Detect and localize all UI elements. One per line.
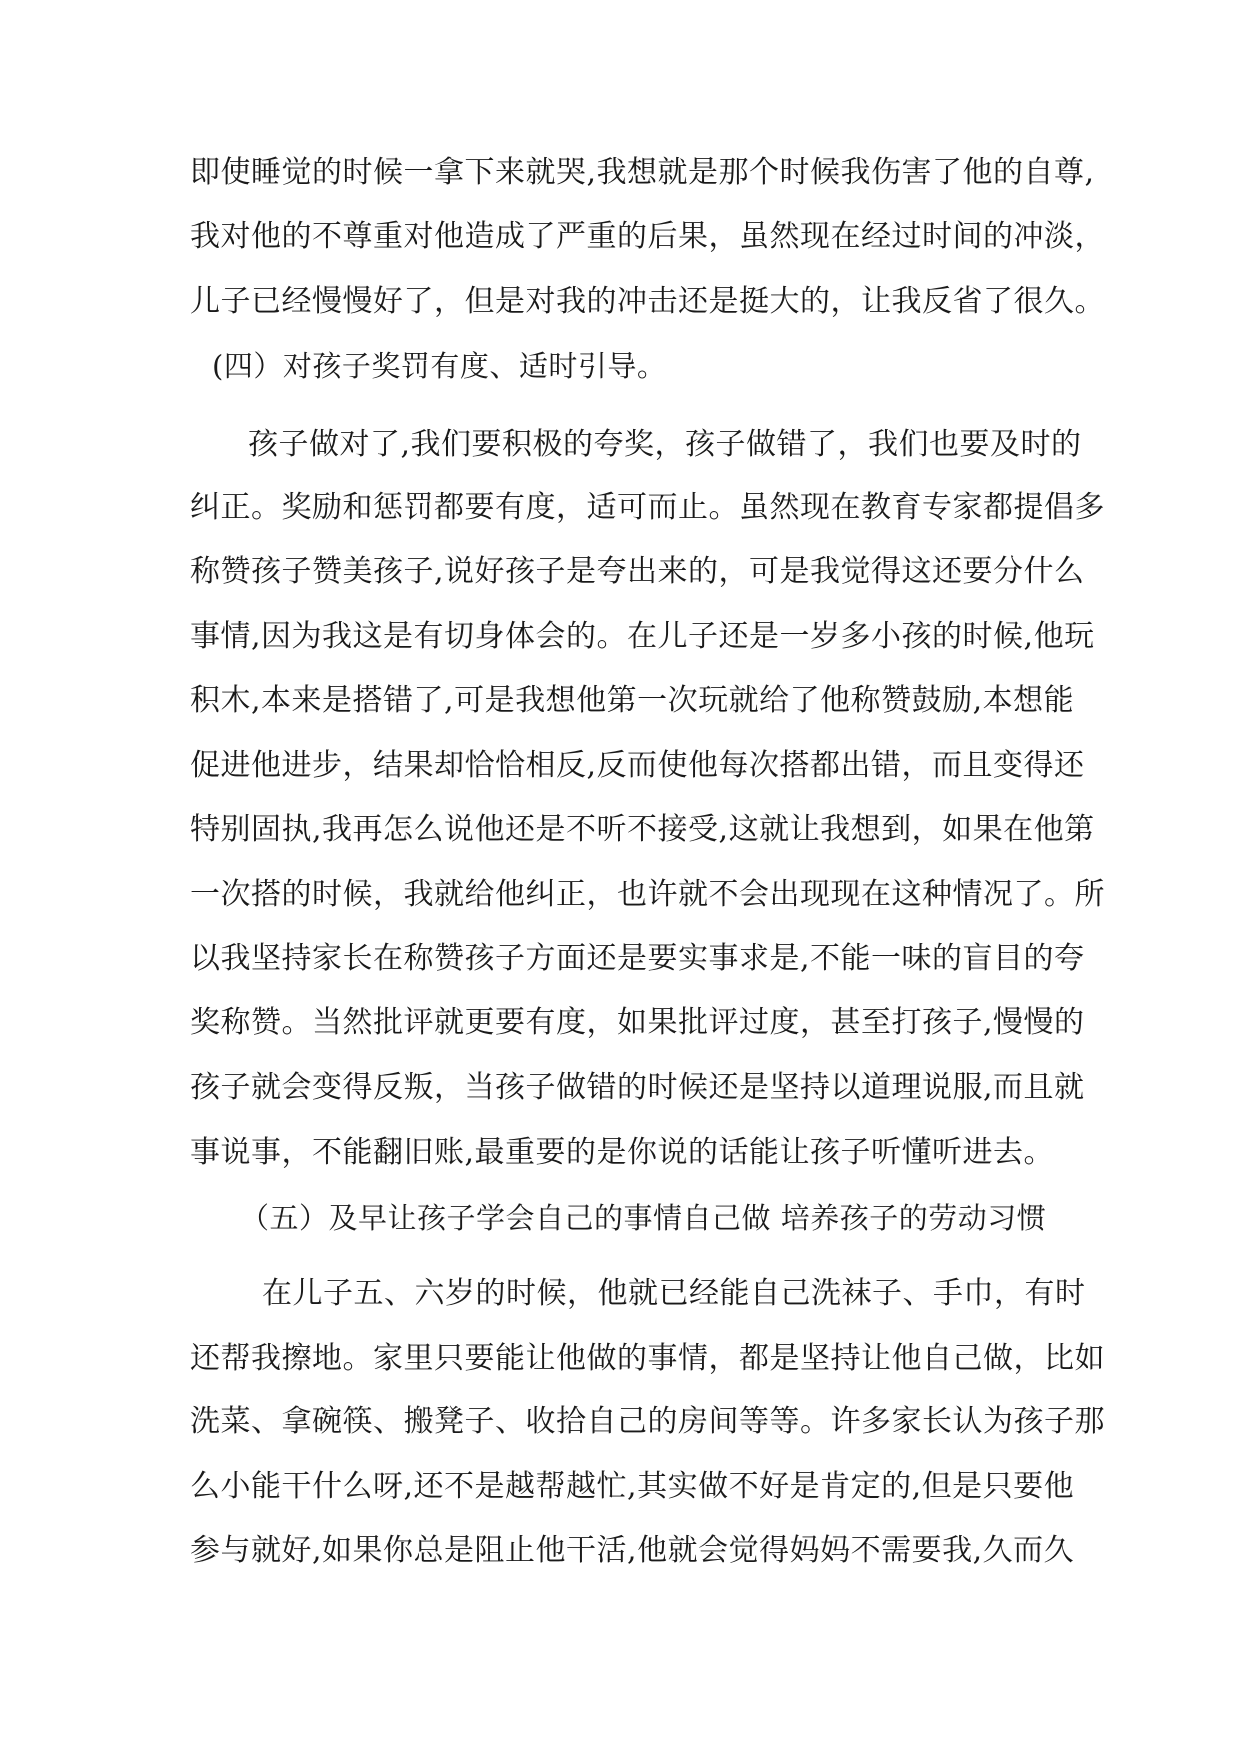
text-line: 特别固执,我再怎么说他还是不听不接受,这就让我想到，如果在他第 xyxy=(190,812,1095,847)
text-line: 促进他进步，结果却恰恰相反,反而使他每次搭都出错，而且变得还 xyxy=(190,748,1085,783)
text-line: 纠正。奖励和惩罚都要有度，适可而止。虽然现在教育专家都提倡多 xyxy=(190,490,1105,525)
text-line: 奖称赞。当然批评就更要有度，如果批评过度，甚至打孩子,慢慢的 xyxy=(190,1005,1085,1040)
section-heading: (四）对孩子奖罚有度、适时引导。 xyxy=(212,349,667,383)
text-line: 么小能干什么呀,还不是越帮越忙,其实做不好是肯定的,但是只要他 xyxy=(190,1469,1075,1504)
text-line: 一次搭的时候，我就给他纠正，也许就不会出现现在这种情况了。所 xyxy=(190,877,1105,912)
text-line: 以我坚持家长在称赞孩子方面还是要实事求是,不能一味的盲目的夸 xyxy=(190,941,1085,976)
text-line: 孩子做对了,我们要积极的夸奖，孩子做错了，我们也要及时的 xyxy=(248,427,1082,462)
text-line: 事说事，不能翻旧账,最重要的是你说的话能让孩子听懂听进去。 xyxy=(190,1135,1055,1170)
text-line: 在儿子五、六岁的时候，他就已经能自己洗袜子、手巾，有时 xyxy=(262,1276,1086,1311)
text-line: 儿子已经慢慢好了，但是对我的冲击还是挺大的，让我反省了很久。 xyxy=(190,284,1105,319)
section-heading: （五）及早让孩子学会自己的事情自己做 培养孩子的劳动习惯 xyxy=(240,1201,1047,1235)
text-line: 事情,因为我这是有切身体会的。在儿子还是一岁多小孩的时候,他玩 xyxy=(190,619,1095,654)
text-line: 洗菜、拿碗筷、搬凳子、收拾自己的房间等等。许多家长认为孩子那 xyxy=(190,1404,1105,1439)
text-line: 我对他的不尊重对他造成了严重的后果，虽然现在经过时间的冲淡， xyxy=(190,219,1105,254)
text-line: 即使睡觉的时候一拿下来就哭,我想就是那个时候我伤害了他的自尊, xyxy=(190,155,1095,190)
text-line: 还帮我擦地。家里只要能让他做的事情，都是坚持让他自己做，比如 xyxy=(190,1341,1105,1376)
text-line: 参与就好,如果你总是阻止他干活,他就会觉得妈妈不需要我,久而久 xyxy=(190,1533,1075,1568)
text-line: 积木,本来是搭错了,可是我想他第一次玩就给了他称赞鼓励,本想能 xyxy=(190,683,1075,718)
text-line: 称赞孩子赞美孩子,说好孩子是夸出来的，可是我觉得这还要分什么 xyxy=(190,554,1085,589)
text-line: 孩子就会变得反叛，当孩子做错的时候还是坚持以道理说服,而且就 xyxy=(190,1070,1085,1105)
